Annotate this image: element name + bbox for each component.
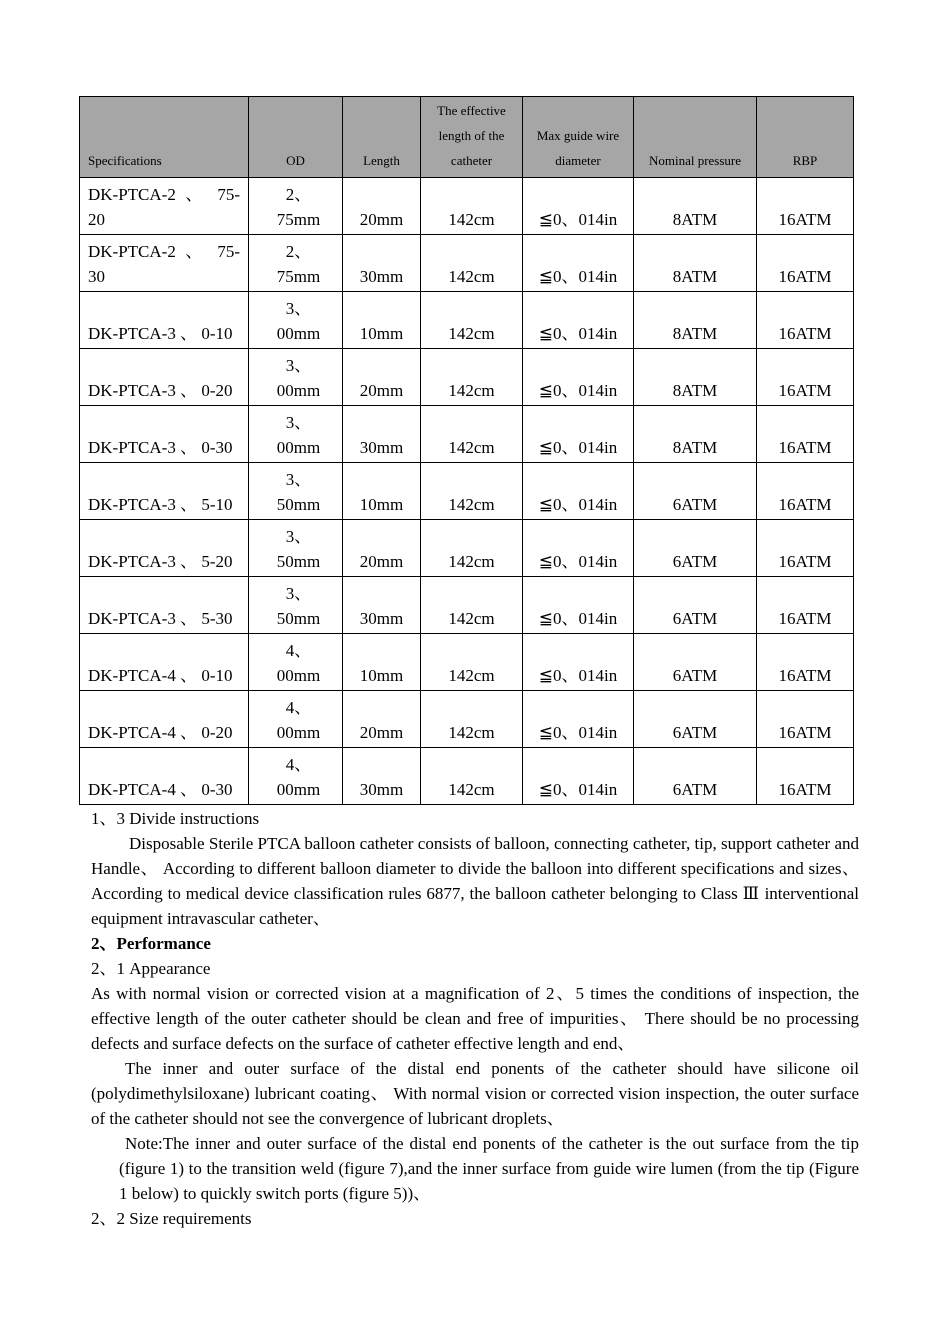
cell-od: 3、00mm: [249, 292, 343, 349]
cell-length: 10mm: [343, 292, 421, 349]
cell-rbp: 16ATM: [757, 748, 854, 805]
cell-max-guide-wire: ≦0、014in: [523, 178, 634, 235]
cell-rbp: 16ATM: [757, 178, 854, 235]
cell-rbp: 16ATM: [757, 634, 854, 691]
cell-effective-length: 142cm: [421, 292, 523, 349]
cell-spec: DK-PTCA-2 、 75-30: [80, 235, 249, 292]
cell-length: 20mm: [343, 178, 421, 235]
cell-nominal-pressure: 6ATM: [634, 520, 757, 577]
size-requirements-heading: 2、2 Size requirements: [91, 1209, 252, 1228]
table-row: [80, 634, 854, 691]
appearance-paragraph: As with normal vision or corrected vision at a magnification of 2、5 times the conditions of inspection, the effective length of the outer catheter should be clean and free of impurities、 There should be no processing defects and surface defects on the surface of catheter effective length and end、: [91, 984, 859, 1053]
table-row: [80, 178, 854, 235]
cell-spec: DK-PTCA-4 、 0-20: [80, 691, 249, 748]
cell-rbp: 16ATM: [757, 691, 854, 748]
cell-effective-length: 142cm: [421, 349, 523, 406]
header-rbp: RBP: [757, 97, 854, 178]
cell-effective-length: 142cm: [421, 748, 523, 805]
cell-max-guide-wire: ≦0、014in: [523, 691, 634, 748]
appearance-heading: 2、1 Appearance: [91, 959, 211, 978]
divide-instructions-paragraph: Disposable Sterile PTCA balloon catheter consists of balloon, connecting catheter, tip, support catheter and Handle、 According to different balloon diameter to divide the balloon into different specifications and sizes、 According to medical device classification rules 6877, the balloon catheter belonging to Class Ⅲ interventional equipment intravascular catheter、: [91, 834, 859, 928]
header-max-guide-wire: Max guide wire diameter: [523, 97, 634, 178]
cell-max-guide-wire: ≦0、014in: [523, 235, 634, 292]
table-header-row: [80, 97, 854, 178]
cell-nominal-pressure: 8ATM: [634, 349, 757, 406]
cell-length: 30mm: [343, 235, 421, 292]
cell-spec: DK-PTCA-3 、 0-30: [80, 406, 249, 463]
table-row: [80, 292, 854, 349]
cell-length: 20mm: [343, 520, 421, 577]
cell-spec: DK-PTCA-4 、 0-10: [80, 634, 249, 691]
cell-nominal-pressure: 6ATM: [634, 634, 757, 691]
header-specifications: Specifications: [80, 97, 249, 178]
cell-max-guide-wire: ≦0、014in: [523, 292, 634, 349]
cell-effective-length: 142cm: [421, 691, 523, 748]
cell-od: 2、75mm: [249, 235, 343, 292]
cell-spec: DK-PTCA-4 、 0-30: [80, 748, 249, 805]
cell-length: 30mm: [343, 577, 421, 634]
table-row: [80, 406, 854, 463]
cell-spec: DK-PTCA-3 、 5-20: [80, 520, 249, 577]
note-paragraph: Note:The inner and outer surface of the distal end ponents of the catheter is the out surface from the tip (figure 1) to the transition weld (figure 7),and the inner surface from guide wire lumen (from the tip (Figure 1 below) to quickly switch ports (figure 5))、: [119, 1134, 859, 1203]
cell-length: 10mm: [343, 634, 421, 691]
table-row: [80, 235, 854, 292]
cell-effective-length: 142cm: [421, 520, 523, 577]
cell-od: 2、75mm: [249, 178, 343, 235]
cell-od: 3、00mm: [249, 406, 343, 463]
cell-length: 20mm: [343, 691, 421, 748]
cell-rbp: 16ATM: [757, 349, 854, 406]
cell-length: 20mm: [343, 349, 421, 406]
cell-effective-length: 142cm: [421, 634, 523, 691]
cell-od: 3、00mm: [249, 349, 343, 406]
header-od: OD: [249, 97, 343, 178]
cell-max-guide-wire: ≦0、014in: [523, 748, 634, 805]
cell-max-guide-wire: ≦0、014in: [523, 463, 634, 520]
cell-rbp: 16ATM: [757, 520, 854, 577]
cell-nominal-pressure: 6ATM: [634, 577, 757, 634]
cell-rbp: 16ATM: [757, 463, 854, 520]
cell-length: 10mm: [343, 463, 421, 520]
cell-max-guide-wire: ≦0、014in: [523, 577, 634, 634]
cell-od: 4、00mm: [249, 748, 343, 805]
table-row: [80, 748, 854, 805]
cell-od: 3、50mm: [249, 520, 343, 577]
lubricant-paragraph: The inner and outer surface of the distal end ponents of the catheter should have silicone oil (polydimethylsiloxane) lubricant coating、 With normal vision or corrected vision inspection, the outer surface of the catheter should not see the convergence of lubricant droplets、: [91, 1059, 859, 1128]
table-row: [80, 520, 854, 577]
cell-nominal-pressure: 6ATM: [634, 691, 757, 748]
table-row: [80, 349, 854, 406]
cell-od: 3、50mm: [249, 577, 343, 634]
cell-spec: DK-PTCA-3 、 0-10: [80, 292, 249, 349]
table-row: [80, 463, 854, 520]
specifications-table: [79, 96, 854, 805]
cell-spec: DK-PTCA-3 、 5-30: [80, 577, 249, 634]
cell-od: 3、50mm: [249, 463, 343, 520]
cell-max-guide-wire: ≦0、014in: [523, 634, 634, 691]
table-row: [80, 577, 854, 634]
cell-nominal-pressure: 8ATM: [634, 406, 757, 463]
cell-rbp: 16ATM: [757, 406, 854, 463]
cell-effective-length: 142cm: [421, 178, 523, 235]
cell-effective-length: 142cm: [421, 463, 523, 520]
cell-effective-length: 142cm: [421, 235, 523, 292]
cell-od: 4、00mm: [249, 634, 343, 691]
cell-nominal-pressure: 6ATM: [634, 748, 757, 805]
cell-spec: DK-PTCA-3 、 5-10: [80, 463, 249, 520]
cell-rbp: 16ATM: [757, 235, 854, 292]
cell-effective-length: 142cm: [421, 406, 523, 463]
cell-max-guide-wire: ≦0、014in: [523, 406, 634, 463]
cell-max-guide-wire: ≦0、014in: [523, 520, 634, 577]
cell-nominal-pressure: 6ATM: [634, 463, 757, 520]
cell-spec: DK-PTCA-2 、 75-20: [80, 178, 249, 235]
cell-spec: DK-PTCA-3 、 0-20: [80, 349, 249, 406]
cell-nominal-pressure: 8ATM: [634, 178, 757, 235]
header-nominal-pressure: Nominal pressure: [634, 97, 757, 178]
cell-od: 4、00mm: [249, 691, 343, 748]
header-length: Length: [343, 97, 421, 178]
cell-nominal-pressure: 8ATM: [634, 292, 757, 349]
table-body: [80, 178, 854, 805]
cell-rbp: 16ATM: [757, 292, 854, 349]
cell-effective-length: 142cm: [421, 577, 523, 634]
cell-rbp: 16ATM: [757, 577, 854, 634]
cell-max-guide-wire: ≦0、014in: [523, 349, 634, 406]
document-text: [91, 806, 859, 1231]
performance-heading: 2、Performance: [91, 934, 211, 953]
cell-nominal-pressure: 8ATM: [634, 235, 757, 292]
cell-length: 30mm: [343, 748, 421, 805]
header-effective-length: The effective length of the catheter: [421, 97, 523, 178]
table-row: [80, 691, 854, 748]
divide-instructions-heading: 1、3 Divide instructions: [91, 809, 260, 828]
cell-length: 30mm: [343, 406, 421, 463]
